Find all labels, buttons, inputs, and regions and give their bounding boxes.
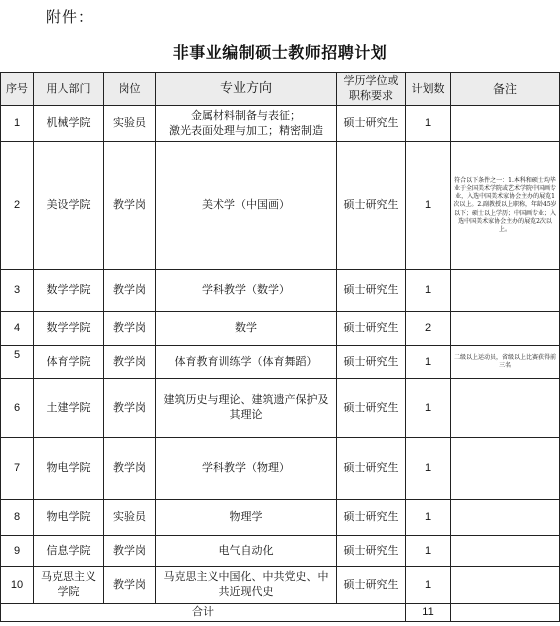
major-line: 体育教育训练学（体育舞蹈） <box>174 354 318 368</box>
header-post: 岗位 <box>104 73 156 106</box>
major-line: 学科教学（数学） <box>202 283 290 297</box>
cell-degree: 硕士研究生 <box>337 346 406 379</box>
cell-degree: 硕士研究生 <box>337 567 406 604</box>
cell-degree: 硕士研究生 <box>337 500 406 536</box>
cell-note <box>451 270 560 312</box>
cell-major <box>156 346 337 379</box>
cell-note: 符合以下条件之一：1.本科和硕士均毕业于全国美术学院或艺术学院中国画专业，入选中国美术家协会主办的展览1次以上。2.副教授以上职称，年龄45岁以下；硕士以上学历；中国画专业；入选中国美术家协会主办的展览2次以上。 <box>451 142 560 270</box>
header-degree: 学历学位或职称要求 <box>337 73 406 106</box>
table-row <box>1 379 560 438</box>
major-line: 马克思主义中国化、中共党史、中 <box>163 570 329 584</box>
cell-note <box>451 536 560 567</box>
page-title: 非事业编制硕士教师招聘计划 <box>172 43 388 62</box>
cell-note <box>451 567 560 604</box>
table-row <box>1 536 560 567</box>
header-note: 备注 <box>451 73 560 106</box>
cell-count: 1 <box>406 536 451 567</box>
cell-post: 教学岗 <box>104 312 156 346</box>
cell-note <box>451 438 560 500</box>
cell-degree: 硕士研究生 <box>337 312 406 346</box>
major-line: 共近现代史 <box>218 585 274 598</box>
major-line: 美术学（中国画） <box>202 198 290 212</box>
major-line: 电气自动化 <box>218 543 274 557</box>
cell-major <box>156 536 337 567</box>
cell-major <box>156 142 337 270</box>
major-line: 激光表面处理与加工；精密制造 <box>169 123 323 137</box>
cell-post: 实验员 <box>104 106 156 142</box>
table-row <box>1 312 560 346</box>
header-count: 计划数 <box>406 73 451 106</box>
cell-no: 1 <box>1 106 34 142</box>
cell-post: 教学岗 <box>104 379 156 438</box>
cell-count: 1 <box>406 346 451 379</box>
cell-degree: 硕士研究生 <box>337 536 406 567</box>
cell-no: 4 <box>1 312 34 346</box>
cell-no: 5 <box>1 346 34 379</box>
cell-note <box>451 379 560 438</box>
recruitment-plan-table <box>0 72 560 622</box>
cell-post: 教学岗 <box>104 438 156 500</box>
cell-degree: 硕士研究生 <box>337 379 406 438</box>
cell-count: 1 <box>406 438 451 500</box>
cell-count: 1 <box>406 106 451 142</box>
cell-dept: 机械学院 <box>34 106 104 142</box>
major-line: 物理学 <box>229 510 263 524</box>
cell-no: 10 <box>1 567 34 604</box>
cell-count: 2 <box>406 312 451 346</box>
cell-dept: 体育学院 <box>34 346 104 379</box>
table-row <box>1 500 560 536</box>
cell-major <box>156 500 337 536</box>
major-line: 数学 <box>235 321 257 335</box>
cell-no: 7 <box>1 438 34 500</box>
header-dept: 用人部门 <box>34 73 104 106</box>
cell-count: 1 <box>406 270 451 312</box>
cell-note <box>451 312 560 346</box>
cell-no: 2 <box>1 142 34 270</box>
total-row <box>1 604 560 622</box>
cell-degree: 硕士研究生 <box>337 438 406 500</box>
major-line: 其理论 <box>229 408 263 421</box>
table-row <box>1 106 560 142</box>
total-count: 11 <box>406 604 451 622</box>
cell-major <box>156 270 337 312</box>
cell-post: 教学岗 <box>104 270 156 312</box>
cell-major <box>156 438 337 500</box>
attachment-label: 附件： <box>46 8 95 26</box>
table-row <box>1 270 560 312</box>
cell-dept: 数学学院 <box>34 270 104 312</box>
cell-dept: 物电学院 <box>34 500 104 536</box>
cell-count: 1 <box>406 379 451 438</box>
cell-major <box>156 312 337 346</box>
cell-degree: 硕士研究生 <box>337 106 406 142</box>
cell-count: 1 <box>406 500 451 536</box>
table-row <box>1 346 560 379</box>
cell-dept: 土建学院 <box>34 379 104 438</box>
table-row <box>1 567 560 604</box>
cell-note <box>451 500 560 536</box>
cell-note: 二级以上运动员，省级以上比赛获得前三名 <box>451 346 560 379</box>
cell-dept: 信息学院 <box>34 536 104 567</box>
cell-post: 实验员 <box>104 500 156 536</box>
major-line: 建筑历史与理论、建筑遗产保护及 <box>163 393 329 407</box>
cell-count: 1 <box>406 567 451 604</box>
table-header-row <box>1 73 560 106</box>
table-row <box>1 142 560 270</box>
cell-no: 9 <box>1 536 34 567</box>
cell-post: 教学岗 <box>104 346 156 379</box>
header-major: 专业方向 <box>156 73 337 106</box>
cell-degree: 硕士研究生 <box>337 142 406 270</box>
table-row <box>1 438 560 500</box>
cell-dept: 物电学院 <box>34 438 104 500</box>
cell-major <box>156 567 337 604</box>
total-note <box>451 604 560 622</box>
cell-degree: 硕士研究生 <box>337 270 406 312</box>
cell-dept: 美设学院 <box>34 142 104 270</box>
cell-no: 8 <box>1 500 34 536</box>
cell-post: 教学岗 <box>104 142 156 270</box>
cell-dept: 马克思主义学院 <box>34 567 104 604</box>
major-line: 学科教学（物理） <box>202 461 290 475</box>
cell-no: 3 <box>1 270 34 312</box>
cell-dept: 数学学院 <box>34 312 104 346</box>
cell-no: 6 <box>1 379 34 438</box>
cell-post: 教学岗 <box>104 567 156 604</box>
cell-major <box>156 379 337 438</box>
header-no: 序号 <box>1 73 34 106</box>
total-label: 合计 <box>1 604 406 622</box>
cell-major <box>156 106 337 142</box>
cell-post: 教学岗 <box>104 536 156 567</box>
cell-count: 1 <box>406 142 451 270</box>
major-line: 金属材料制备与表征； <box>191 108 301 122</box>
cell-note <box>451 106 560 142</box>
